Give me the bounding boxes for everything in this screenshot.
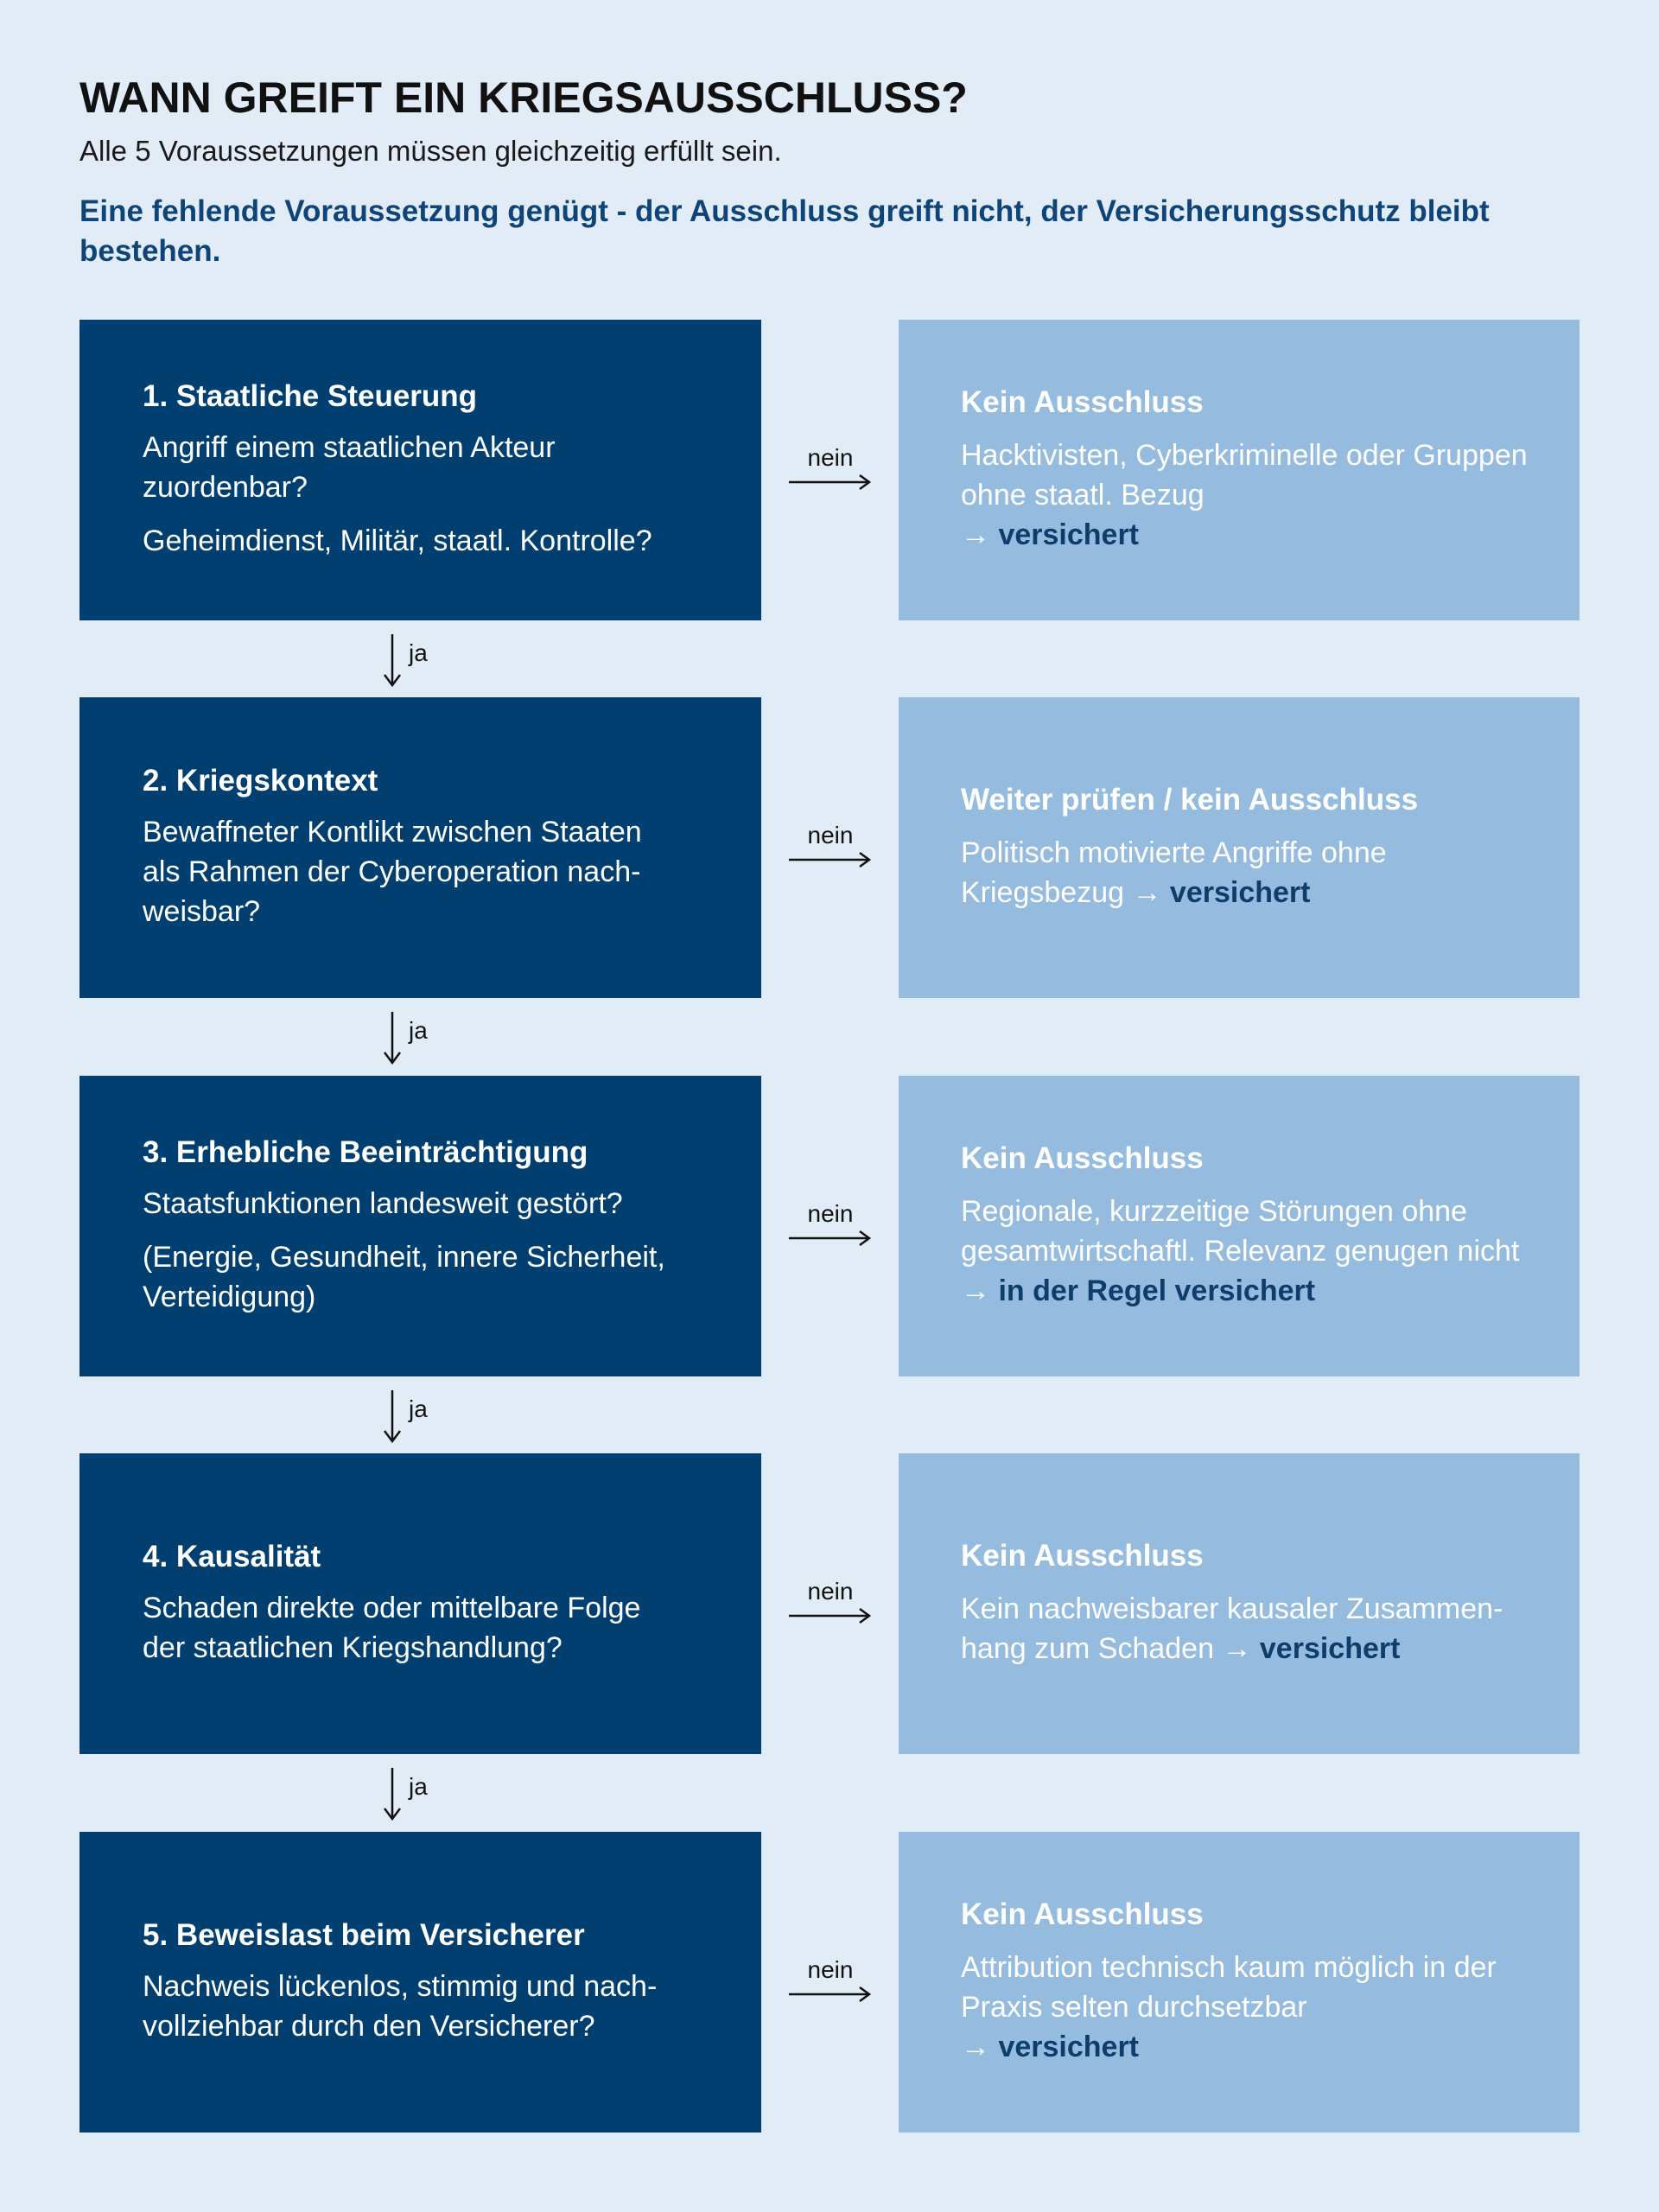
key-note: Eine fehlende Voraussetzung genügt - der Ausschluss greift nicht, der Versicherungsschutz bleibt bestehen. [79, 194, 1490, 268]
condition-detail: (Energie, Gesundheit, innere Sicherheit, Verteidigung) [143, 1241, 665, 1313]
condition-question: Staatsfunktionen landesweit gestört? [143, 1187, 623, 1220]
no-label: nein [807, 444, 854, 471]
result-text: Politisch motivierte Angriffe ohne Kriegsbezug [961, 836, 1387, 909]
result-outcome: versichert [1169, 876, 1311, 909]
no-arrow-icon [789, 1607, 872, 1624]
result-text-block [961, 1948, 1528, 2067]
result-box-4 [899, 1453, 1580, 1754]
condition-question: Bewaffneter Kontlikt zwischen Staaten als Rahmen der Cyberoperation nachweisbar? [143, 816, 642, 928]
condition-title: 3. Erhebliche Beeinträchtigung [143, 1135, 588, 1169]
condition-title: 1. Staatliche Steuerung [143, 379, 478, 413]
result-box-3 [899, 1076, 1580, 1376]
arrow-icon: → [1132, 876, 1162, 909]
result-text-block [961, 1589, 1528, 1669]
no-label: nein [807, 1578, 854, 1605]
arrow-icon: → [961, 518, 990, 551]
no-label: nein [807, 1956, 854, 1983]
result-text-block [961, 435, 1528, 555]
no-arrow-icon [789, 1986, 872, 2003]
result-box-2 [899, 697, 1580, 998]
result-text: Kein nachweisbarer kausaler Zusammenhang zum Schaden [961, 1592, 1503, 1665]
page-title: WANN GREIFT EIN KRIEGSAUSSCHLUSS? [79, 73, 968, 122]
result-box-1 [899, 320, 1580, 620]
result-outcome: versichert [1259, 1632, 1401, 1665]
yes-label: ja [409, 1395, 428, 1422]
yes-label: ja [409, 1017, 428, 1044]
yes-arrow-icon [382, 634, 403, 688]
condition-title: 4. Kausalität [143, 1540, 321, 1573]
condition-question: Schaden direkte oder mittelbare Folge der staatlichen Kriegshandlung? [143, 1592, 641, 1664]
no-arrow-icon [789, 851, 872, 868]
yes-arrow-icon [382, 1768, 403, 1821]
condition-title: 2. Kriegskontext [143, 764, 378, 798]
arrow-icon: → [961, 2031, 990, 2063]
condition-box-5 [79, 1832, 761, 2133]
result-title: Kein Ausschluss [961, 1897, 1204, 1931]
result-title: Kein Ausschluss [961, 1539, 1204, 1573]
result-text-block [961, 833, 1528, 912]
result-text: Regionale, kurzzeitige Störungen ohne gesamtwirtschaftl. Relevanz genugen nicht [961, 1195, 1520, 1268]
yes-label: ja [409, 1773, 428, 1800]
arrow-icon: → [1222, 1632, 1252, 1665]
condition-detail: Geheimdienst, Militär, staatl. Kontrolle? [143, 524, 652, 557]
no-arrow-icon [789, 474, 872, 491]
no-label: nein [807, 822, 854, 849]
condition-title: 5. Beweislast beim Versicherer [143, 1918, 585, 1952]
result-outcome: versichert [998, 2031, 1139, 2063]
result-title: Kein Ausschluss [961, 1141, 1204, 1175]
result-title: Weiter prüfen / kein Ausschluss [961, 783, 1419, 817]
result-outcome: in der Regel versichert [998, 1274, 1316, 1307]
arrow-icon: → [961, 1274, 990, 1307]
condition-box-4 [79, 1453, 761, 1754]
condition-question: Angriff einem staatlichen Akteur zuordenbar? [143, 431, 556, 504]
result-text-block [961, 1192, 1528, 1311]
yes-arrow-icon [382, 1012, 403, 1065]
result-title: Kein Ausschluss [961, 385, 1204, 419]
result-outcome: versichert [998, 518, 1139, 551]
condition-box-1 [79, 320, 761, 620]
result-text: Attribution technisch kaum möglich in der Praxis selten durchsetzbar [961, 1951, 1497, 2024]
result-box-5 [899, 1832, 1580, 2133]
condition-box-3 [79, 1076, 761, 1376]
condition-question: Nachweis lückenlos, stimmig und nachvollziehbar durch den Versicherer? [143, 1970, 658, 2043]
result-text: Hacktivisten, Cyberkriminelle oder Gruppen ohne staatl. Bezug [961, 439, 1528, 512]
no-label: nein [807, 1200, 854, 1227]
page-subtitle: Alle 5 Voraussetzungen müssen gleichzeitig erfüllt sein. [79, 135, 782, 167]
no-arrow-icon [789, 1230, 872, 1247]
yes-arrow-icon [382, 1390, 403, 1444]
condition-box-2 [79, 697, 761, 998]
yes-label: ja [409, 639, 428, 666]
